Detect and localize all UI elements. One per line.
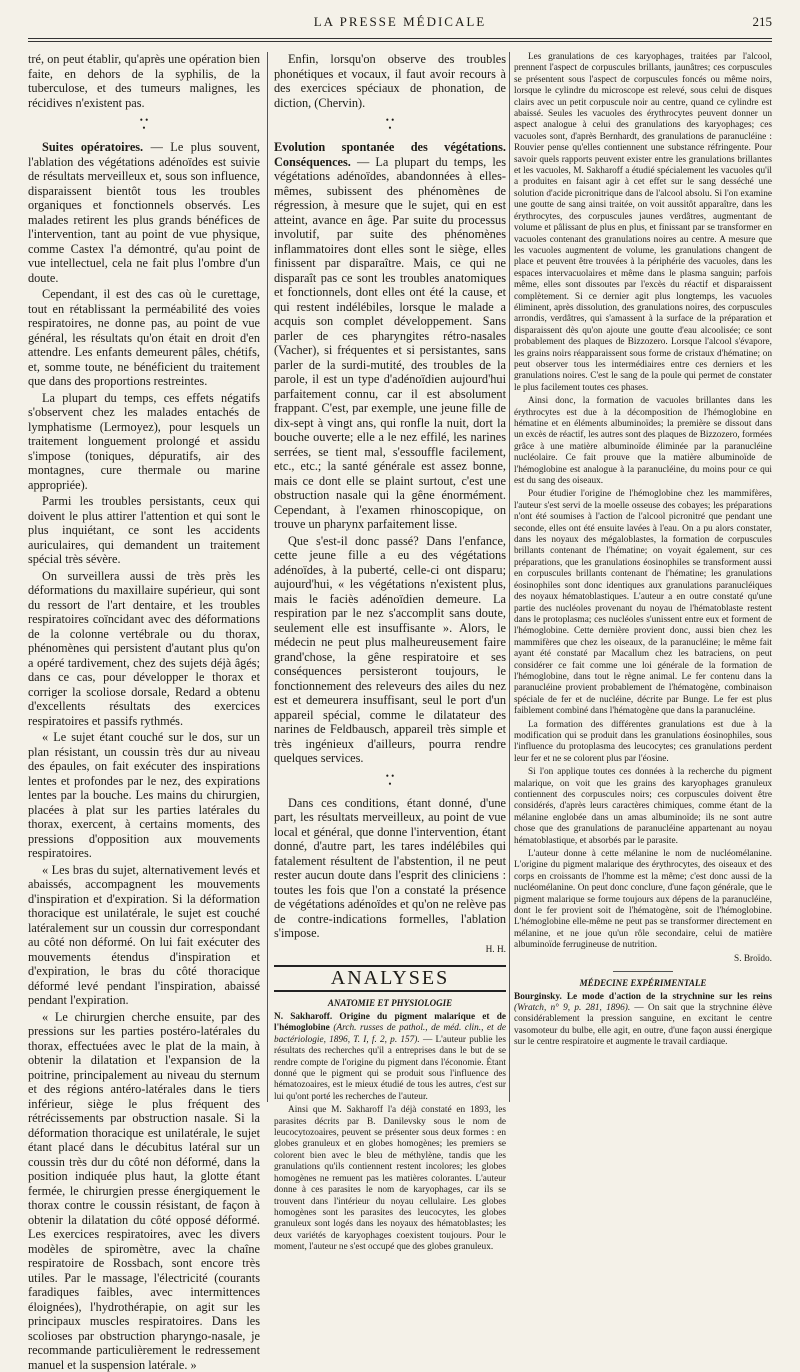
paragraph: Cependant, il est des cas où le curettage, tout en rétablissant la perméabilité des voies respiratoires, ne donne pas, au point de vue général, les résultats qu'on était en droit d'en attendre. Les enfants demeurent pâles, chétifs, et, somme toute, ne bénéficient du traitement que dans des proportions restreintes. [28,287,260,389]
abstract-bourginsky [514,992,772,1049]
paragraph: Que s'est-il donc passé? Dans l'enfance, cette jeune fille a eu des végétations adénoïdes, à la puberté, celle-ci ont disparu; aujourd'hui, « les végétations n'existent plus, mais le faciès adénoïdien demeure. La respiration par le nez s'accomplit sans doute, seulement elle est insuffisante ». Alors, le médecin ne peut plus malheureusement faire grand'chose, la gêne respiratoire et ses conséquences persisteront toujours, le fonctionnement des releveurs des ailes du nez est et demeurera insuffisant, seul le port d'un appareil spécial, comme le dilatateur des narines de Feldbausch, appareil très simple et très ingénieux d'ailleurs, pourra rendre quelques services. [274,534,506,766]
column-middle [274,52,506,1102]
analyses-title: ANALYSES [331,967,449,989]
paragraph: « Les bras du sujet, alternativement levés et abaissés, accompagnent les mouvements d'inspiration et d'expiration. Si la déformation thoracique est unilatérale, le sujet est couché latéralement sur un coussin dur correspondant au côté non déformé. On lui fait exécuter des mouvements étendus d'inspiration et d'expiration, le bras du côté thoracique déformé levé pendant l'inspiration, abaissé pendant l'expiration. [28,863,260,1008]
paragraph: On surveillera aussi de très près les déformations du maxillaire supérieur, qui sont du ressort de l'art dentaire, et les troubles respiratoires coïncidant avec des déformations de la colonne vertébrale ou du thorax, phénomènes qui persistent d'autant plus qu'on a opéré tardivement, chez des sujets déjà âgés; dans ce cas, pour développer le thorax et corriger la scoliose dorsale, Redard a obtenu d'excellents résultats des exercices respiratoires et passifs rythmés. [28,569,260,729]
paragraph: Dans ces conditions, étant donné, d'une part, les résultats merveilleux, au point de vue local et général, que donne l'intervention, étant donné, d'autre part, les tares indélébiles qui fatalement résultent de l'abstention, il ne peut rester aucun doute dans l'esprit des cliniciens : toutes les fois que l'on a constaté la présence de végétations adénoïdes et qu'on ne relève pas de contre-indications formelles, l'ablation s'impose. [274,796,506,941]
paragraph: Ainsi que M. Sakharoff l'a déjà constaté en 1893, les parasites décrits par B. Danilevsky sous le nom de leucocytozoaires, peuvent se présenter sous deux formes : en globes granuleux et en globes homogènes; les premiers se colorent bien avec le bleu de méthylène, tandis que les granulations qu'ils contiennent restent incolores; les globes homogènes ne remuent pas les matières colorantes. L'auteur donne à ces parasites le nom de karyophages, car ils se trouvent dans l'intérieur du noyau cellulaire. Les globes homogènes sont les parasites des leucocytes, les globes granuleux sont logés dans les noyaux des hématoblastes; les deux variétés de karyophages coexistent toujours. Pour le moment, l'auteur ne s'est occupé que des globes granuleux. [274,1105,506,1253]
section-body: — Le plus souvent, l'ablation des végétations adénoïdes est suivie de résultats merveilleux et, sous son influence, disparaissent bientôt tous les troubles organiques et fonctionnels observés. Les malades retirent les plus grands bénéfices de l'intervention, tant au point de vue physique, comme Castex l'a démontré, qu'au point de vue intellectuel, cela ne fait plus l'ombre d'un doute. [28,140,260,285]
paragraph: La formation des différentes granulations est due à la modification qui se produit dans les granulations éosinophiles, sous l'influence du protoplasma des leucocytes; ces granulations perdent leur fer et ne se colorent plus par l'éosine. [514,720,772,766]
paragraph: Les granulations de ces karyophages, traitées par l'alcool, prennent l'aspect de corpuscules brillants, jaunâtres; ces corpuscules se présentent sous l'aspect de corpuscules foncés ou même noirs, lorsque le cylindre du microscope est relevé, sous celui de disques clairs avec un petit corpuscule noir au centre, quand ce cylindre est abaissé. Seules les vacuoles des érythrocytes peuvent donner un aspect analogue à celui des granulations des karyophages; ces vacuoles sont, d'après Bernhardt, des granulations de paranucléine : Rouvier pense qu'elles contiennent une substance réfringente. Pour savoir quels rapports peuvent exister entre les granulations brillantes et les vacuoles, M. Sakharoff a étudié spécialement les vacuoles qu'il a produites en faisant agir à cet effet sur le sang desséché une solution d'acide picronitrique dans de l'alcool absolu. Si l'on examine une goutte de sang ainsi traitée, on voit aussitôt apparaître, dans les érythrocytes, des corpuscules jaunes verdâtres, augmentant de volume et pâlissant de plus en plus, et finissant par se transformer en vacuoles contenant des granulations noires au centre. A mesure que les vacuoles augmentent de volume, les granulations changent de place et peuvent être trouvées à la périphérie des vacuoles, dans les espaces intervacuolaires et même dans le plasma sanguin; parfois même, elles sont dissoutes par l'excès du réactif et disparaissent complètement. Si ce dernier agit plus longtemps, les vacuoles éliminent, après dissolution, des granulations noires, des corpuscules arrondis, verdâtres, qui s'amassent à la surface de la préparation et disparaissent dès qu'on ajoute une goutte d'eau alcoolisée; ce sont probablement des plaques de Bizzozero. Lorsque l'alcool s'évapore, les grains noirs réapparaissent sous forme de cristaux d'hématine; on peut observer tous les intermédiaires entre ces derniers et les granulations noires. C'est le sang de la poule qui permet de constater le plus facilement toutes ces phases. [514,52,772,394]
separator-rule [613,971,673,972]
paragraph: « Le sujet étant couché sur le dos, sur un plan résistant, un coussin très dur au niveau des épaules, on fait exécuter des inspirations lentes et profondes par le nez, des expirations lentes par la bouche. Les mains du chirurgien, placées à plat sur les parties latérales du thorax, exercent, à certains moments, des pressions d'opposition aux mouvements respiratoires. [28,730,260,861]
journal-title: LA PRESSE MÉDICALE [28,14,772,30]
paragraph: L'auteur donne à cette mélanine le nom de nucléomélanine. L'origine du pigment malarique des érythrocytes, des oiseaux et des corps en croissants de l'homme est la même; c'est donc aussi de la nucléomélanine. On peut donc conclure, d'une façon générale, que le pigment malarique se forme toujours aux dépens de la paranucléine, dont le fer provient soit de l'hématogène, soit de l'hémoglobine. L'hémoglobine elle-même ne peut pas se transformer directement en mélanine, et ne joue qu'un rôle secondaire, celui de matière albuminoïde ferrugineuse de nutrition. [514,849,772,952]
abstract-body: — On sait que la strychnine élève considérablement la pression sanguine, en excitant le centre vasomoteur du bulbe, elle agit, en outre, d'une façon aussi énergique sur le centre respiratoire et augmente le travail cardiaque. [514,1003,772,1047]
paragraph: Pour étudier l'origine de l'hémoglobine chez les mammifères, l'auteur s'est servi de la moelle osseuse des cobayes; les préparations n'ont été soumises à l'action de l'alcool picronitré que pendant une seconde, elles ont été ensuite lavées à l'eau. On a pu alors constater, dans les noyaux des mégaloblastes, la formation de corpuscules brillants contenant de l'hématine; on voyait également, sur ces préparations, que les granulations éosinophiles se transforment aussi en corpuscules brillants contenant de l'hématine; les granulations éosinophiles sont donc identiques aux granulations paranucléiques des noyaux hématoblastiques. L'auteur a en outre constaté qu'une partie des nucléoles provenant du noyau de l'hématoblaste restent dans le protoplasma; ces nucléoles s'unissent entre eux et forment de l'hémoglobine. Cette dernière provient donc, aussi bien chez les mammifères que chez les oiseaux, de la paranucléine; le même fait ayant été constaté par Macallum chez les batraciens, on peut considérer ce fait comme une loi générale de la formation de l'hémoglobine, dans tout le règne animal. Le fer contenu dans la paranucléine provient probablement de l'hématogène, combinaison spéciale de fer et de nucléine, décrite par Bunge. Le fer est plus faiblement combiné dans l'hématogène que dans la paranucléine. [514,489,772,717]
column-left [28,52,260,1102]
section-title: Evolution spontanée des végétations. Conséquences. [274,140,506,169]
header-rule-double [28,41,772,42]
paragraph-suites [28,140,260,285]
paragraph: Parmi les troubles persistants, ceux qui doivent le plus attirer l'attention et qui sont le plus inquiétant, ce sont les accidents auriculaires, qui demandent un traitement spécial très sévère. [28,494,260,567]
paragraph: Si l'on applique toutes ces données à la recherche du pigment malarique, on voit que les grains des karyophages granuleux contiennent des corpuscules noirs; ces corpuscules doivent être considérés, d'après leurs caractères chimiques, comme étant de la mélanine englobée dans un amas albuminoïde; ils ne sont autre chose que des granulations de paranucléine appartenant au noyau hématoblastique, et absorbés par le parasite. [514,767,772,847]
abstract-title: N. Sakharoff. Origine du pigment malarique et de l'hémoglobine [274,1012,506,1033]
paragraph: « Le chirurgien cherche ensuite, par des pressions sur les parties postéro-latérales du thorax, effectuées avec le plat de la main, à obtenir la dilatation et l'expansion de la poitrine, principalement au niveau du sternum et des régions antéro-latérales dans le tiers inférieur, siège le plus fréquent des rétrécissements par obstruction nasale. Si la déformation thoracique est unilatérale, le sujet étant placé dans le décubitus latéral sur un coussin très dur du côté non déformé, dans la position indiquée plus haut, la glotte étant fermée, le chirurgien presse énergiquement le thorax contre le coussin résistant, de façon à obtenir la dilatation du côté opposé déformé. Les exercices respiratoires, avec les divers modèles de spiromètre, avec la chaîne respiratoire de Rossbach, sont encore très utiles. Par le massage, l'électricité (courants faradiques faibles, avec intermittences éloignées), l'hydrothérapie, on agit sur les principaux muscles respiratoires. Dans les scolioses par obstruction pharyngo-nasale, je recommande particulièrement le redressement manuel et la suspension latérale. » [28,1010,260,1372]
page-header [28,10,772,36]
abstract-title: Bourginsky. Le mode d'action de la strychnine sur les reins [514,992,772,1002]
section-body: — La plupart du temps, les végétations adénoïdes, abandonnées à elles-mêmes, subissent des phénomènes de régression, à mesure que le sujet, qui en est atteint, avance en âge. Par suite du processus involutif, par suite des phénomènes inflammatoires dont elles sont le siège, elles finissent par disparaître. Mais, ce qui ne disparaît pas ce sont les troubles anatomiques et fonctionnels, dont elles ont été la cause, et qui restent indélébiles, lorsque le malade a acquis son complet développement. Sans parler de ces pharyngites rétro-nasales (Vacher), si fréquentes et si persistantes, sans parler de la surdi-mutité, des troubles de la parole, il est un type d'adénoïdien aujourd'hui parfaitement connu, car il est absolument frappant. C'est, par exemple, une jeune fille de dix-sept à vingt ans, qui ronfle la nuit, dort la bouche ouverte; elle a le nez effilé, les narines serrées, se tient mal, s'essouffle facilement, etc., etc.; la santé générale est assez bonne, mais ce dont elle se plaint surtout, c'est une obstruction nasale qui la gêne énormément. Cependant, à l'examen rhinoscopique, on trouve un pharynx parfaitement lisse. [274,155,506,532]
abstract-body: — L'auteur publie les résultats des recherches qu'il a entreprises dans le but de se rendre compte de l'origine du pigment dans l'économie. Étant donné que le pigment qui se produit sous l'influence des hématozoaires, est le mieux étudié de tous les autres, c'est sur lui qu'ont porté les recherches de l'auteur. [274,1035,506,1102]
abstract-sakharoff [274,1012,506,1103]
analyses-banner [274,965,506,992]
column-divider [509,52,510,1102]
page-number: 215 [753,14,773,30]
column-divider [267,52,268,1102]
rubric-heading: MÉDECINE EXPÉRIMENTALE [514,978,772,989]
section-separator: • • • [28,116,260,132]
paragraph: La plupart du temps, ces effets négatifs s'observent chez les malades entachés de lymphatisme (Lermoyez), pour lesquels un traitement longuement prolongé et assidu s'impose (toniques, dépuratifs, air des montagnes, cure thermale ou marine appropriée). [28,391,260,493]
abstract-reference: (Arch. russes de pathol., de méd. clin., et de bactériologie, 1896, T. I, f. 2, p. 157). [274,1023,506,1044]
paragraph: Enfin, lorsqu'on observe des troubles phonétiques et vocaux, il faut avoir recours à des exercices spéciaux de phonation, de diction, (Chervin). [274,52,506,110]
section-separator: • • • [274,772,506,788]
section-separator: • • • [274,116,506,132]
signature: S. Broïdo. [514,954,772,965]
paragraph: tré, on peut établir, qu'après une opération bien faite, en dehors de la syphilis, de la tuberculose, et des tumeurs malignes, les récidives n'existent pas. [28,52,260,110]
paragraph: Ainsi donc, la formation de vacuoles brillantes dans les érythrocytes est due à la décomposition de l'hémoglobine en hématine et en éléments albuminoïdes; la première se dissout dans un excès de réactif, les autres sont des plaques de Bizzozero, formées grâce à une matière albuminoïde éliminée par la paranucléine nucléolaire. Ce fait prouve que la matière albuminoïde de l'hémoglobine est analogue à la paranucléine, du moins pour ce qui est du sang des oiseaux. [514,396,772,487]
paragraph-evolution [274,140,506,532]
header-rule [28,38,772,39]
signature: H. H. [274,943,506,958]
rubric-heading: ANATOMIE ET PHYSIOLOGIE [274,996,506,1011]
section-title: Suites opératoires. [42,140,143,154]
abstract-reference: (Wratch, n° 9, p. 281, 1896). [514,1003,630,1013]
column-right [514,52,772,1102]
